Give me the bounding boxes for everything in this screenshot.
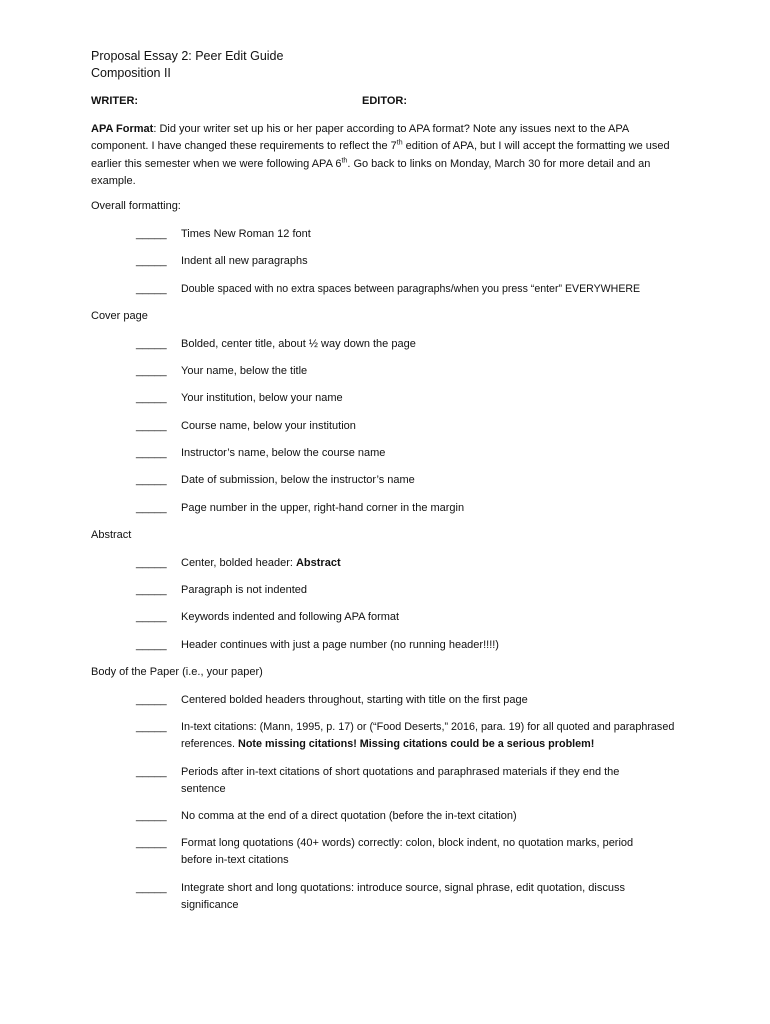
checklist-item: Format long quotations (40+ words) correctly: colon, block indent, no quotation marks, period before in-text citations [181,837,634,867]
checklist-blank: _____ [136,639,167,651]
apa-intro-paragraph [91,121,676,190]
checklist-item: Keywords indented and following APA format [181,611,400,623]
checklist-item-bold: Abstract [295,557,341,569]
intro-sup-a: th [396,139,403,147]
intro-text-b: edition of APA, but I will accept the formatting we used earlier this semester when we were following APA 6 [91,140,670,170]
checklist-item: Paragraph is not indented [181,584,307,596]
checklist-blank: _____ [136,228,167,240]
checklist-item [181,719,676,754]
checklist-blank: _____ [136,721,167,733]
checklist-item: Page number in the upper, right-hand corner in the margin [181,502,465,514]
checklist-blank: _____ [136,502,167,514]
writer-label: WRITER: [91,95,139,107]
intro-text-a: : Did your writer set up his or her paper according to APA format? Note any issues next to the APA component. I have changed these requirements to reflect the 7 [91,123,629,153]
checklist-blank: _____ [136,283,167,295]
checklist-item: Indent all new paragraphs [181,255,308,267]
checklist-blank: _____ [136,338,167,350]
checklist-item: Date of submission, below the instructor’s name [181,474,415,486]
section-abstract-title: Abstract [91,529,132,541]
checklist-item: Bolded, center title, about ½ way down the page [181,338,416,350]
checklist-blank: _____ [136,474,167,486]
section-cover-title: Cover page [91,310,148,322]
checklist-item [181,555,681,572]
checklist-blank: _____ [136,584,167,596]
document-title: Proposal Essay 2: Peer Edit Guide [91,49,284,63]
apa-format-label: APA Format [91,123,154,135]
checklist-item: Instructor’s name, below the course name [181,447,386,459]
checklist-blank: _____ [136,766,167,778]
checklist-blank: _____ [136,557,167,569]
checklist-item: Header continues with just a page number (no running header!!!!) [181,639,499,651]
checklist-blank: _____ [136,810,167,822]
checklist-item: No comma at the end of a direct quotation (before the in-text citation) [181,810,517,822]
checklist-item-text: Center, bolded header: [181,557,296,569]
checklist-blank: _____ [136,365,167,377]
section-body-title: Body of the Paper (i.e., your paper) [91,666,263,678]
checklist-blank: _____ [136,255,167,267]
checklist-blank: _____ [136,837,167,849]
checklist-item: Centered bolded headers throughout, starting with title on the first page [181,694,528,706]
checklist-blank: _____ [136,694,167,706]
section-overall-title: Overall formatting: [91,200,181,212]
checklist-item-bold: Note missing citations! Missing citations could be a serious problem! [238,738,595,751]
checklist-item: Times New Roman 12 font [181,228,311,240]
checklist-item: Integrate short and long quotations: introduce source, signal phrase, edit quotation, discuss significance [181,882,625,912]
editor-label: EDITOR: [362,95,408,107]
checklist-item: Your name, below the title [181,365,308,377]
checklist-blank: _____ [136,392,167,404]
intro-text-c: . Go back to links on Monday, March 30 for more detail and an example. [91,157,651,187]
intro-sup-b: th [341,156,348,164]
checklist-blank: _____ [136,447,167,459]
checklist-item: Course name, below your institution [181,420,356,432]
checklist-item: Your institution, below your name [181,392,343,404]
checklist-item: Double spaced with no extra spaces between paragraphs/when you press “enter” EVERYWHERE [181,283,641,295]
document-header [91,48,283,82]
document-subtitle: Composition II [91,66,171,80]
checklist-blank: _____ [136,882,167,894]
checklist-blank: _____ [136,611,167,623]
checklist-item-text: In-text citations: (Mann, 1995, p. 17) or (“Food Deserts,” 2016, para. 19) for all quoted and paraphrased references. [181,721,675,751]
checklist-item: Periods after in-text citations of short quotations and paraphrased materials if they end the sentence [181,766,620,796]
checklist-blank: _____ [136,420,167,432]
